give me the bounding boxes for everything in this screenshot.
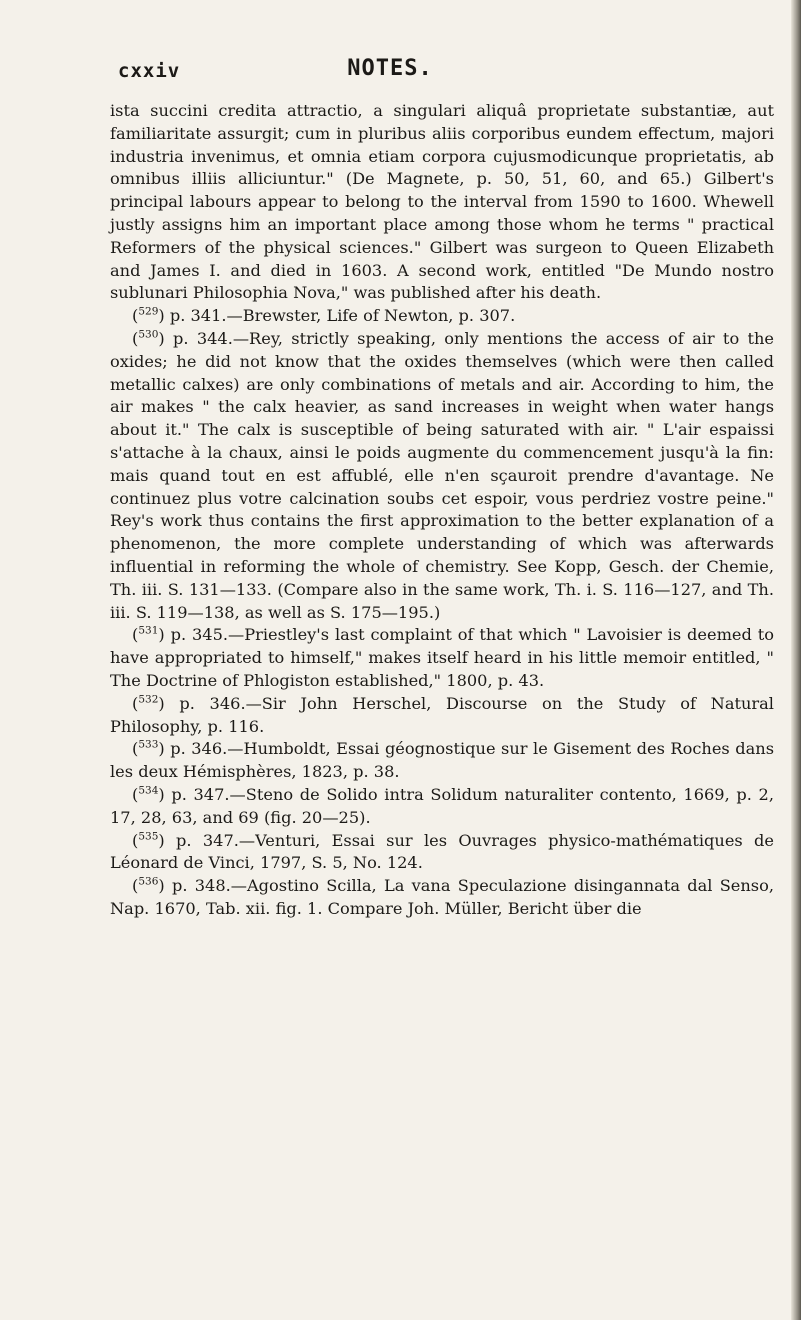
note-531: ($^{531}$) p. 345.—Priestley's last complaint of that which " Lavoisier is deemed to have appropriated to himself," makes itself heard in his little memoir entitled, " The Doctrine of Phlogiston established," 1800, p. 43. [110,624,774,690]
note-reference: 531 [138,624,159,637]
note-reference: 530 [138,328,159,341]
note-533: ($^{533}$) p. 346.—Humboldt, Essai géognostique sur le Gisement des Roches dans les deux Hémisphères, 1823, p. 38. [110,738,774,782]
note-530: ($^{530}$) p. 344.—Rey, strictly speaking, only mentions the access of air to the oxides; he did not know that the oxides themselves (which were then called metallic calxes) are only combinations of metals and air. According to him, the air makes " the calx heavier, as sand increases in weight when water hangs about it." The calx is susceptible of being saturated with air. " L'air espaissi s'attache à la chaux, ainsi le poids augmente du commencement jusqu'à la fin: mais quand tout en est affublé, elle n'en sçauroit prendre d'avantage. Ne continuez plus votre calcination soubs cet espoir, vous perdriez vostre peine." Rey's work thus contains the first approximation to the better explanation of a phenomenon, the more complete understanding of which was afterwards influential in reforming the whole of chemistry. See Kopp, Gesch. der Chemie, Th. iii. S. 131—133. (Compare also in the same work, Th. i. S. 116—127, and Th. iii. S. 119—138, as well as S. 175—195.) [110,328,774,622]
note-reference: 534 [138,784,159,797]
continuation-paragraph: ista succini credita attractio, a singulari aliquâ proprietate substantiæ, aut familiaritate assurgit; cum in pluribus aliis corporibus eundem effectum, majori industria invenimus, et omnia etiam corpora cujusmodicunque proprietatis, ab omnibus illiis alliciuntur." (De Magnete, p. 50, 51, 60, and 65.) Gilbert's principal labours appear to belong to the interval from 1590 to 1600. Whewell justly assigns him an important place among those whom he terms " practical Reformers of the physical sciences." Gilbert was surgeon to Queen Elizabeth and James I. and died in 1603. A second work, entitled "De Mundo nostro sublunari Philosophia Nova," was published after his death. [110,101,774,303]
note-reference: 532 [138,693,159,706]
page-number: cxxiv [118,60,181,82]
note-536: ($^{536}$) p. 348.—Agostino Scilla, La vana Speculazione disingannata dal Senso, Nap. 1670, Tab. xii. fig. 1. Compare Joh. Müller, Bericht über die [110,875,774,918]
note-529: ($^{529}$) p. 341.—Brewster, Life of Newton, p. 307. [132,305,516,326]
note-reference: 533 [138,738,159,751]
note-reference: 536 [138,875,159,888]
running-head: NOTES. [347,56,433,81]
note-reference: 535 [138,830,159,843]
note-535: ($^{535}$) p. 347.—Venturi, Essai sur les Ouvrages physico-mathématiques de Léonard de Vinci, 1797, S. 5, No. 124. [110,830,774,873]
page-header [0,54,780,88]
notes-body [110,100,774,921]
note-534: ($^{534}$) p. 347.—Steno de Solido intra Solidum naturaliter contento, 1669, p. 2, 17, 28, 63, and 69 (fig. 20—25). [110,784,774,827]
page-edge-shadow [791,0,801,1320]
note-reference: 529 [138,305,159,318]
note-532: ($^{532}$) p. 346.—Sir John Herschel, Discourse on the Study of Natural Philosophy, p. 116. [110,693,774,736]
